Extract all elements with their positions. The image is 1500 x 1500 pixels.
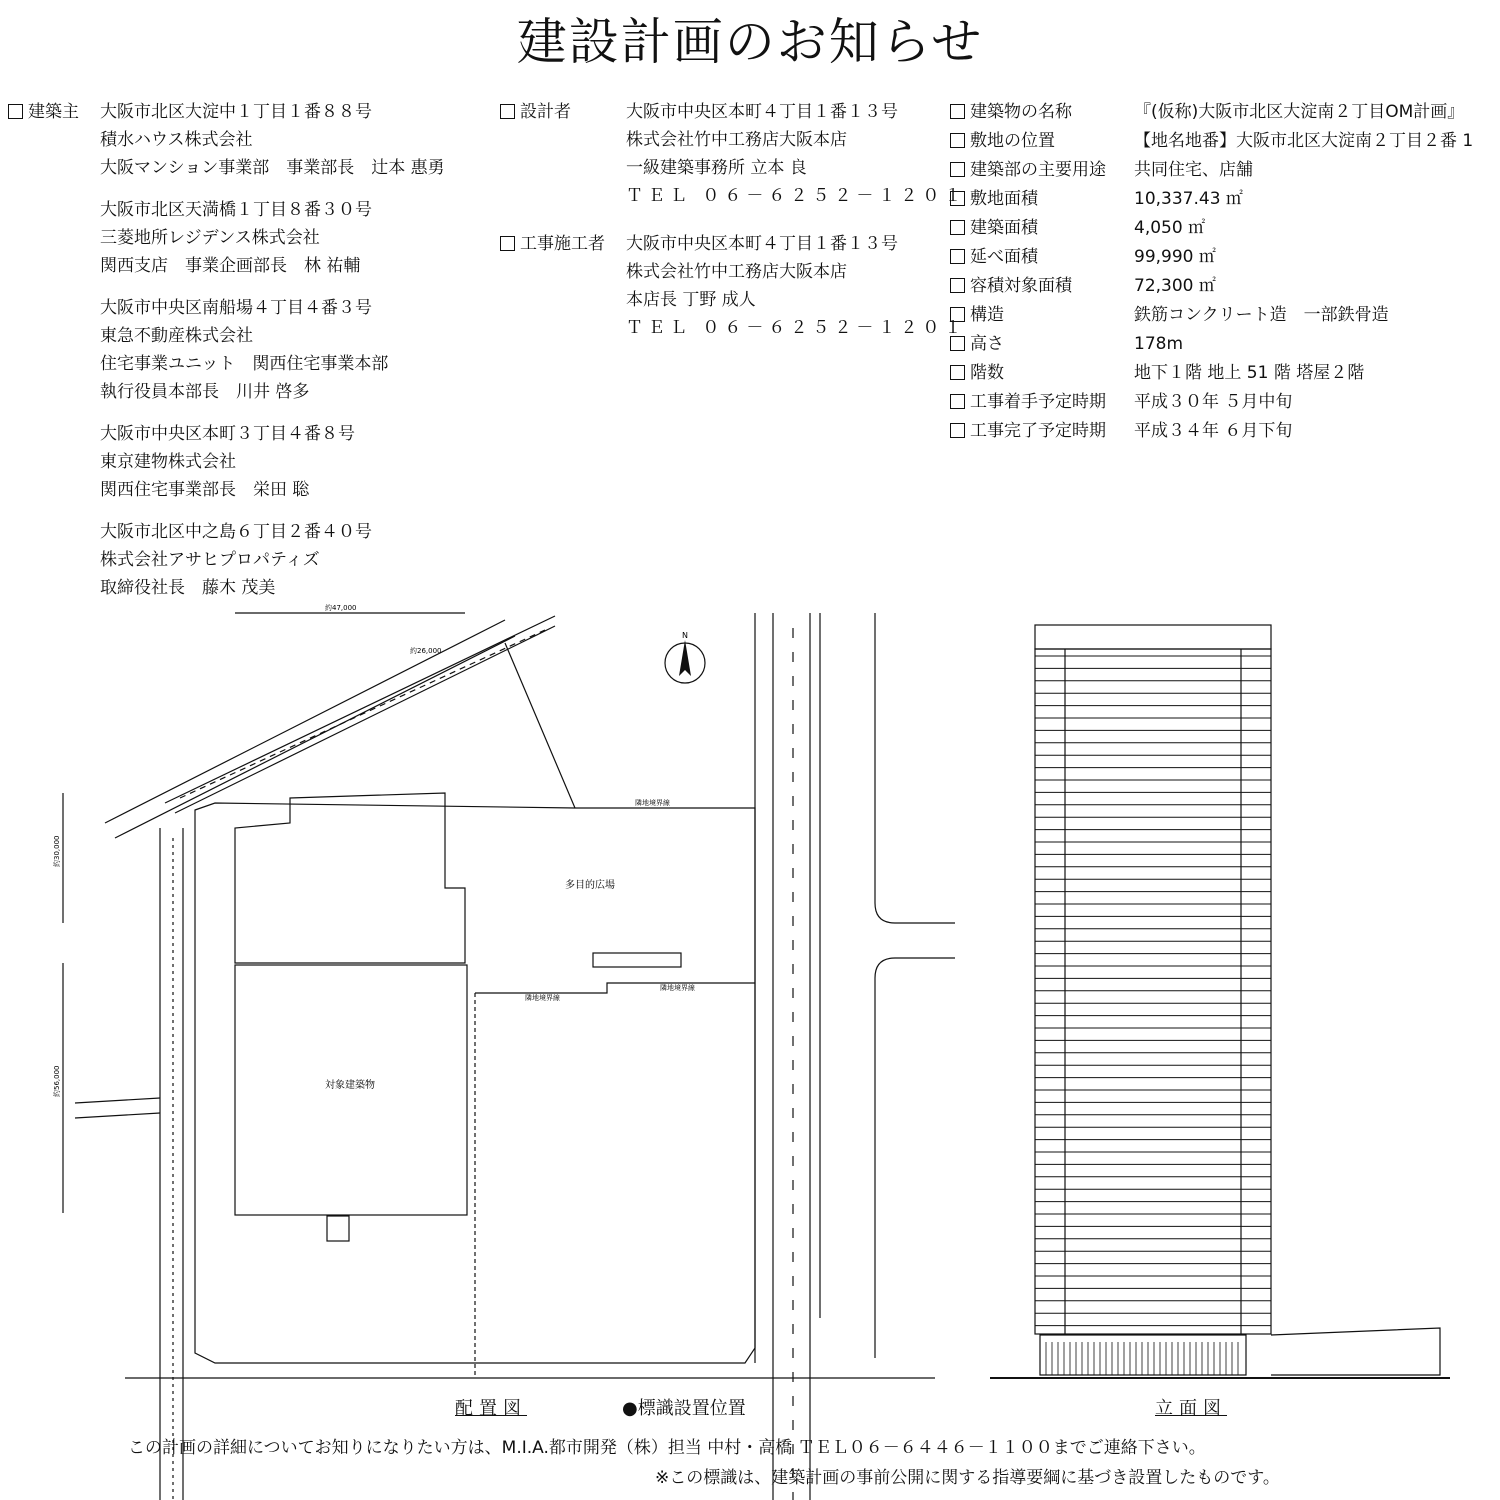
owner-list bbox=[100, 98, 445, 616]
info-value: 99,990 ㎡ bbox=[1134, 247, 1216, 267]
info-row bbox=[950, 359, 1473, 388]
info-row bbox=[950, 330, 1473, 359]
info-label: 延べ面積 bbox=[970, 247, 1038, 267]
info-value: 4,050 ㎡ bbox=[1134, 218, 1206, 238]
owner-line: 東急不動産株式会社 bbox=[100, 326, 253, 346]
checkbox-icon bbox=[500, 236, 515, 251]
info-label: 建築面積 bbox=[970, 218, 1038, 238]
info-value: 【地名地番】大阪市北区大淀南２丁目２番 1 bbox=[1134, 131, 1474, 151]
info-row bbox=[950, 417, 1473, 446]
owner-line: 住宅事業ユニット 関西住宅事業本部 bbox=[100, 354, 389, 374]
owner-line: 株式会社アサヒプロパティズ bbox=[100, 550, 320, 570]
owner-line: 東京建物株式会社 bbox=[100, 452, 236, 472]
contractor-manager: 本店長 丁野 成人 bbox=[626, 290, 756, 310]
checkbox-icon bbox=[950, 104, 965, 119]
designer-section bbox=[500, 98, 966, 342]
owner-line: 関西住宅事業部長 栄田 聡 bbox=[100, 480, 310, 500]
contractor-tel: ＴＥＬ ０６－６２５２－１２０１ bbox=[626, 318, 967, 338]
designer-company: 株式会社竹中工務店大阪本店 bbox=[626, 130, 847, 150]
road-line bbox=[180, 630, 545, 798]
owner-entry bbox=[100, 518, 445, 602]
info-row bbox=[950, 156, 1473, 185]
designer-address: 大阪市中央区本町４丁目１番１３号 bbox=[626, 102, 898, 122]
designer-label: 設計者 bbox=[520, 102, 571, 122]
owner-line: 積水ハウス株式会社 bbox=[100, 130, 253, 150]
site-boundary bbox=[195, 803, 755, 1363]
checkbox-icon bbox=[950, 307, 965, 322]
building-annex bbox=[327, 1216, 349, 1241]
lot-line bbox=[475, 983, 755, 993]
owner-line: 取締役社長 藤木 茂美 bbox=[100, 578, 276, 598]
info-label: 階数 bbox=[970, 363, 1004, 383]
owner-entry bbox=[100, 196, 445, 280]
boundary-label: 隣地境界線 bbox=[660, 984, 695, 992]
checkbox-icon bbox=[950, 336, 965, 351]
podium bbox=[1040, 1335, 1246, 1375]
checkbox-icon bbox=[950, 278, 965, 293]
info-row bbox=[950, 98, 1473, 127]
owner-entry bbox=[100, 98, 445, 182]
info-value: 『(仮称)大阪市北区大淀南２丁目OM計画』 bbox=[1134, 102, 1465, 122]
dimension-label: 約56,000 bbox=[53, 1065, 61, 1097]
contractor-company: 株式会社竹中工務店大阪本店 bbox=[626, 262, 847, 282]
designer-tel: ＴＥＬ ０６－６２５２－１２０１ bbox=[626, 186, 967, 206]
owner-line: 大阪マンション事業部 事業部長 辻本 惠勇 bbox=[100, 158, 445, 178]
target-building-label: 対象建築物 bbox=[325, 1080, 375, 1091]
info-row bbox=[950, 388, 1473, 417]
checkbox-icon bbox=[950, 133, 965, 148]
info-value: 共同住宅、店舗 bbox=[1134, 160, 1253, 180]
info-value: 72,300 ㎡ bbox=[1134, 276, 1216, 296]
info-value: 地下１階 地上 51 階 塔屋２階 bbox=[1134, 363, 1365, 383]
road-line bbox=[175, 626, 555, 813]
road-line bbox=[165, 616, 555, 803]
elevation-drawing bbox=[990, 620, 1450, 1385]
owner-entry bbox=[100, 420, 445, 504]
info-row bbox=[950, 272, 1473, 301]
checkbox-icon bbox=[950, 423, 965, 438]
sign-location-legend: ●標識設置位置 bbox=[622, 1398, 746, 1419]
contractor-label: 工事施工者 bbox=[520, 234, 605, 254]
checkbox-icon bbox=[8, 104, 23, 119]
contact-info: この計画の詳細についてお知りになりたい方は、M.I.A.都市開発（株）担当 中村・高橋 ＴＥＬ０６－６４４６－１１００までご連絡下さい。 bbox=[128, 1438, 1206, 1458]
road-line bbox=[115, 636, 515, 838]
owner-line: 三菱地所レジデンス株式会社 bbox=[100, 228, 320, 248]
page-title: 建設計画のお知らせ bbox=[516, 13, 984, 71]
checkbox-icon bbox=[500, 104, 515, 119]
boundary-label: 隣地境界線 bbox=[635, 799, 670, 807]
owner-line: 大阪市中央区南船場４丁目４番３号 bbox=[100, 298, 372, 318]
owner-line: 関西支店 事業企画部長 林 祐輔 bbox=[100, 256, 361, 276]
owner-line: 大阪市北区大淀中１丁目１番８８号 bbox=[100, 102, 372, 122]
road-line bbox=[875, 958, 955, 1358]
checkbox-icon bbox=[950, 191, 965, 206]
checkbox-icon bbox=[950, 220, 965, 235]
owner-section bbox=[8, 98, 445, 616]
dimension-label: 約30,000 bbox=[53, 835, 61, 867]
info-row bbox=[950, 301, 1473, 330]
building-info-section bbox=[950, 98, 1473, 446]
checkbox-icon bbox=[950, 162, 965, 177]
owner-line: 執行役員本部長 川井 啓多 bbox=[100, 382, 310, 402]
info-value: 平成３０年 ５月中旬 bbox=[1134, 392, 1293, 412]
contractor-address: 大阪市中央区本町４丁目１番１３号 bbox=[626, 234, 898, 254]
checkbox-icon bbox=[950, 394, 965, 409]
adjacent-building bbox=[235, 793, 465, 963]
owner-label: 建築主 bbox=[28, 102, 79, 122]
checkbox-icon bbox=[950, 249, 965, 264]
dimension-label: 約47,000 bbox=[325, 604, 357, 612]
svg-text:N: N bbox=[682, 631, 688, 640]
info-row bbox=[950, 214, 1473, 243]
north-arrow-icon bbox=[665, 631, 705, 683]
dimension-label: 約26,000 bbox=[410, 647, 442, 655]
info-label: 工事完了予定時期 bbox=[970, 421, 1106, 441]
signage-note: ※この標識は、建築計画の事前公開に関する指導要綱に基づき設置したものです。 bbox=[655, 1468, 1280, 1488]
info-value: 鉄筋コンクリート造 一部鉄骨造 bbox=[1134, 305, 1389, 325]
info-label: 敷地の位置 bbox=[970, 131, 1055, 151]
site-plan-caption: 配置図 bbox=[455, 1398, 527, 1419]
plaza-label: 多目的広場 bbox=[565, 880, 615, 891]
info-label: 構造 bbox=[970, 305, 1004, 325]
info-row bbox=[950, 127, 1473, 156]
plaza-element bbox=[593, 953, 681, 967]
info-label: 容積対象面積 bbox=[970, 276, 1072, 296]
owner-entry bbox=[100, 294, 445, 406]
tower-outline bbox=[1035, 649, 1271, 1334]
info-label: 建築部の主要用途 bbox=[970, 160, 1106, 180]
low-rise-annex bbox=[1271, 1328, 1440, 1375]
owner-line: 大阪市北区天満橋１丁目８番３０号 bbox=[100, 200, 372, 220]
owner-line: 大阪市北区中之島６丁目２番４０号 bbox=[100, 522, 372, 542]
info-value: 平成３４年 ６月下旬 bbox=[1134, 421, 1293, 441]
info-row bbox=[950, 185, 1473, 214]
site-plan-drawing bbox=[55, 598, 960, 1378]
rooftop-structure bbox=[1035, 625, 1271, 649]
info-label: 建築物の名称 bbox=[970, 102, 1072, 122]
info-row bbox=[950, 243, 1473, 272]
designer-office: 一級建築事務所 立本 良 bbox=[626, 158, 807, 178]
checkbox-icon bbox=[950, 365, 965, 380]
info-label: 工事着手予定時期 bbox=[970, 392, 1106, 412]
road-line bbox=[75, 1098, 160, 1103]
elevation-caption: 立面図 bbox=[1155, 1398, 1227, 1419]
road-line bbox=[75, 1113, 160, 1118]
road-line bbox=[875, 613, 955, 923]
info-label: 敷地面積 bbox=[970, 189, 1038, 209]
owner-line: 大阪市中央区本町３丁目４番８号 bbox=[100, 424, 355, 444]
info-label: 高さ bbox=[970, 334, 1004, 354]
lot-line bbox=[505, 643, 575, 808]
info-value: 178m bbox=[1134, 334, 1184, 354]
boundary-label: 隣地境界線 bbox=[525, 994, 560, 1002]
info-value: 10,337.43 ㎡ bbox=[1134, 189, 1243, 209]
